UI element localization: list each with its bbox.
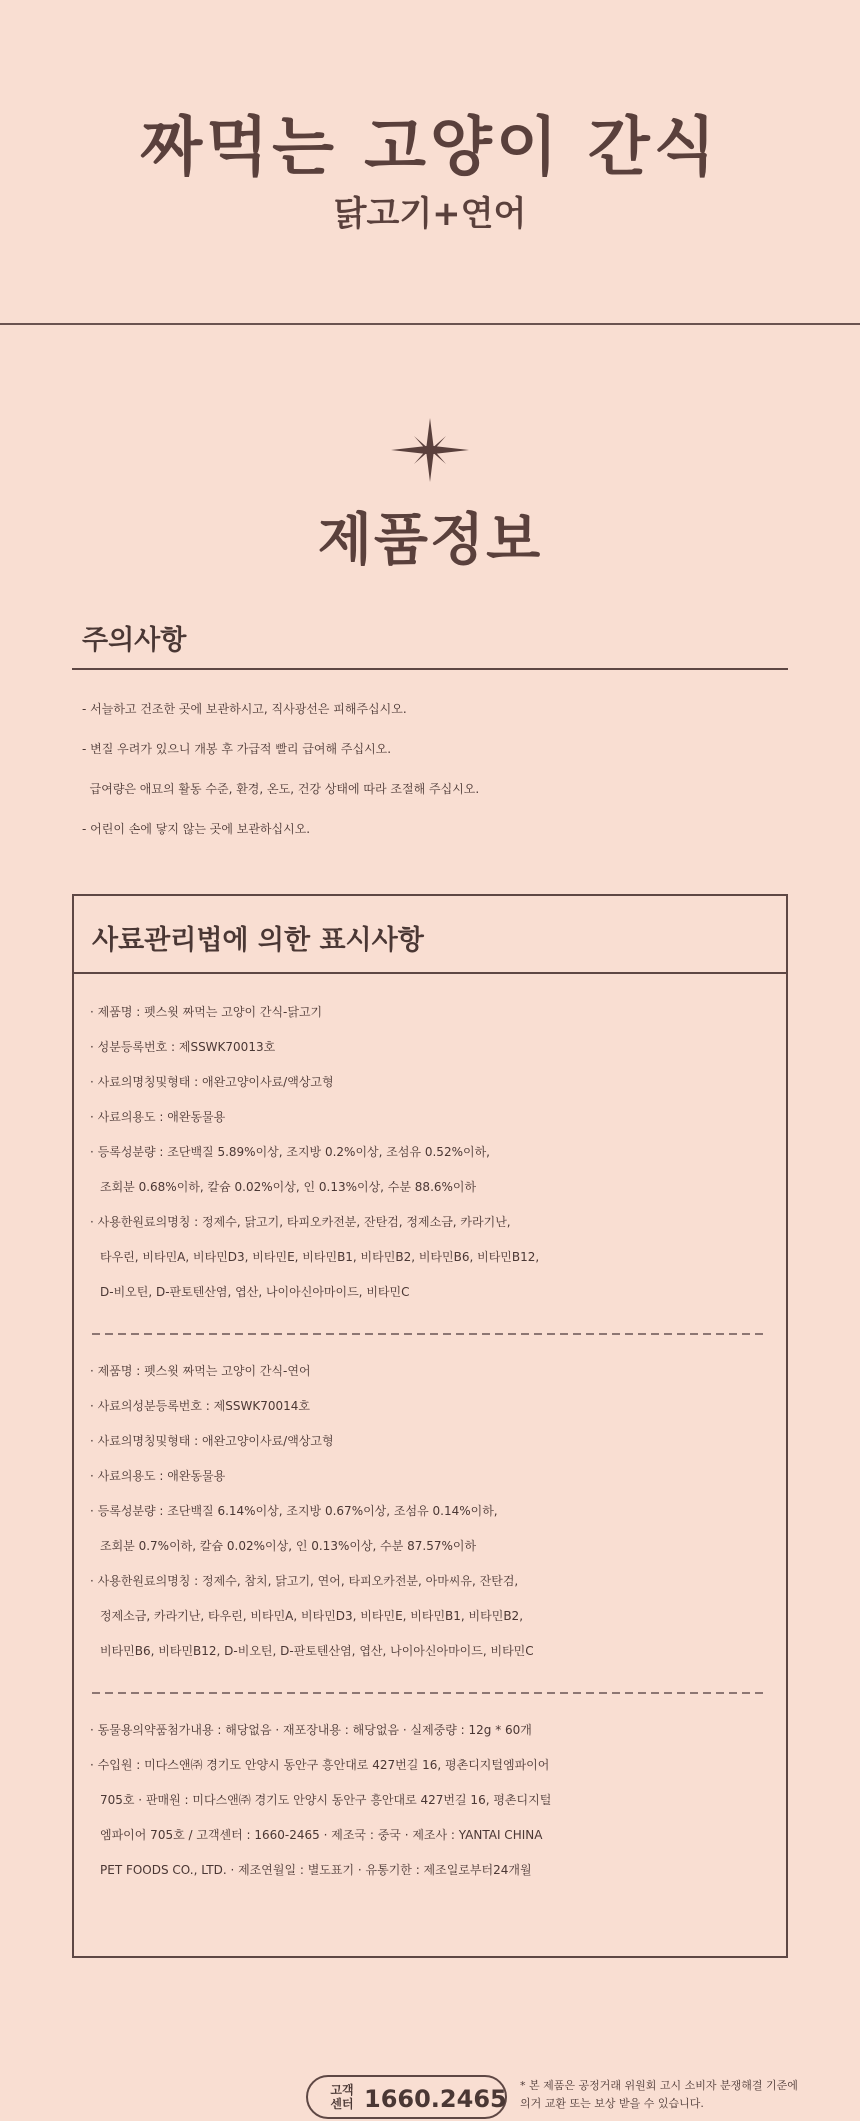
caution-divider — [72, 668, 788, 670]
caution-item: - 서늘하고 건조한 곳에 보관하시고, 직사광선은 피해주십시오. — [82, 702, 407, 716]
info-line: · 제품명 : 펫스윗 짜먹는 고양이 간식-닭고기 — [90, 1005, 323, 1019]
common-info — [90, 1718, 772, 1893]
caution-item: - 어린이 손에 닿지 않는 곳에 보관하십시오. — [82, 822, 311, 836]
info-line: 705호 · 판매원 : 미다스앤㈜ 경기도 안양시 동안구 흥안대로 427번길 16, 평촌디지털 — [100, 1793, 552, 1807]
info-line: D-비오틴, D-판토텐산염, 엽산, 나이아신아마이드, 비타민C — [100, 1285, 410, 1299]
dashed-divider — [92, 1692, 768, 1694]
product2-info — [90, 1359, 772, 1674]
info-line: · 성분등록번호 : 제SSWK70013호 — [90, 1040, 276, 1054]
info-line: · 사용한원료의명칭 : 정제수, 참치, 닭고기, 연어, 타피오카전분, 아마씨유, 잔탄검, — [90, 1574, 519, 1588]
info-line: · 사료의명칭및형태 : 애완고양이사료/액상고형 — [90, 1434, 334, 1448]
product-title: 짜먹는 고양이 간식 — [140, 111, 720, 185]
info-line: · 사료의용도 : 애완동물용 — [90, 1469, 226, 1483]
info-line: · 제품명 : 펫스윗 짜먹는 고양이 간식-연어 — [90, 1364, 311, 1378]
caution-item: 급여량은 애묘의 활동 수준, 환경, 온도, 건강 상태에 따라 조절해 주십시오. — [82, 782, 480, 796]
label-box-title: 사료관리법에 의한 표시사항 — [74, 896, 786, 974]
info-line: · 수입원 : 미다스앤㈜ 경기도 안양시 동안구 흥안대로 427번길 16, 평촌디지털엠파이어 — [90, 1758, 550, 1772]
customer-center-phone: 1660.2465 — [364, 2085, 507, 2113]
info-line: 정제소금, 카라기난, 타우린, 비타민A, 비타민D3, 비타민E, 비타민B1, 비타민B2, — [100, 1609, 524, 1623]
customer-center-badge — [306, 2075, 507, 2119]
header-divider — [0, 323, 860, 325]
info-line: 조회분 0.7%이하, 칼슘 0.02%이상, 인 0.13%이상, 수분 87.57%이하 — [100, 1539, 477, 1553]
product1-info — [90, 1000, 772, 1315]
header — [0, 0, 860, 324]
info-line: 엠파이어 705호 / 고객센터 : 1660-2465 · 제조국 : 중국 · 제조사 : YANTAI CHINA — [100, 1828, 543, 1842]
info-line: 타우린, 비타민A, 비타민D3, 비타민E, 비타민B1, 비타민B2, 비타민B6, 비타민B12, — [100, 1250, 540, 1264]
info-line: · 동물용의약품첨가내용 : 해당없음 · 재포장내용 : 해당없음 · 실제중량 : 12g * 60개 — [90, 1723, 532, 1737]
sparkle-star-icon — [391, 418, 469, 482]
info-line: 조회분 0.68%이하, 칼슘 0.02%이상, 인 0.13%이상, 수분 88.6%이하 — [100, 1180, 477, 1194]
info-line: PET FOODS CO., LTD. · 제조연월일 : 별도표기 · 유통기한 : 제조일로부터24개월 — [100, 1863, 532, 1877]
customer-center-label: 고객 센터 — [330, 2083, 354, 2111]
dashed-divider — [92, 1333, 768, 1335]
info-line: 비타민B6, 비타민B12, D-비오틴, D-판토텐산염, 엽산, 나이아신아마이드, 비타민C — [100, 1644, 534, 1658]
info-line: · 사용한원료의명칭 : 정제수, 닭고기, 타피오카전분, 잔탄검, 정제소금, 카라기난, — [90, 1215, 511, 1229]
caution-item: - 변질 우려가 있으니 개봉 후 가급적 빨리 급여해 주십시오. — [82, 742, 392, 756]
info-line: · 등록성분량 : 조단백질 6.14%이상, 조지방 0.67%이상, 조섬유 0.14%이하, — [90, 1504, 498, 1518]
label-info-box — [72, 894, 788, 1958]
product-flavor: 닭고기+연어 — [333, 194, 527, 234]
caution-heading: 주의사항 — [82, 625, 187, 656]
caution-list — [82, 695, 782, 855]
info-line: · 사료의명칭및형태 : 애완고양이사료/액상고형 — [90, 1075, 334, 1089]
info-line: · 사료의성분등록번호 : 제SSWK70014호 — [90, 1399, 310, 1413]
dispute-footnote: * 본 제품은 공정거래 위원회 고시 소비자 분쟁해결 기준에 의거 교환 또는 보상 받을 수 있습니다. — [520, 2079, 798, 2110]
info-line: · 등록성분량 : 조단백질 5.89%이상, 조지방 0.2%이상, 조섬유 0.52%이하, — [90, 1145, 490, 1159]
info-line: · 사료의용도 : 애완동물용 — [90, 1110, 226, 1124]
section-title: 제품정보 — [317, 508, 543, 573]
